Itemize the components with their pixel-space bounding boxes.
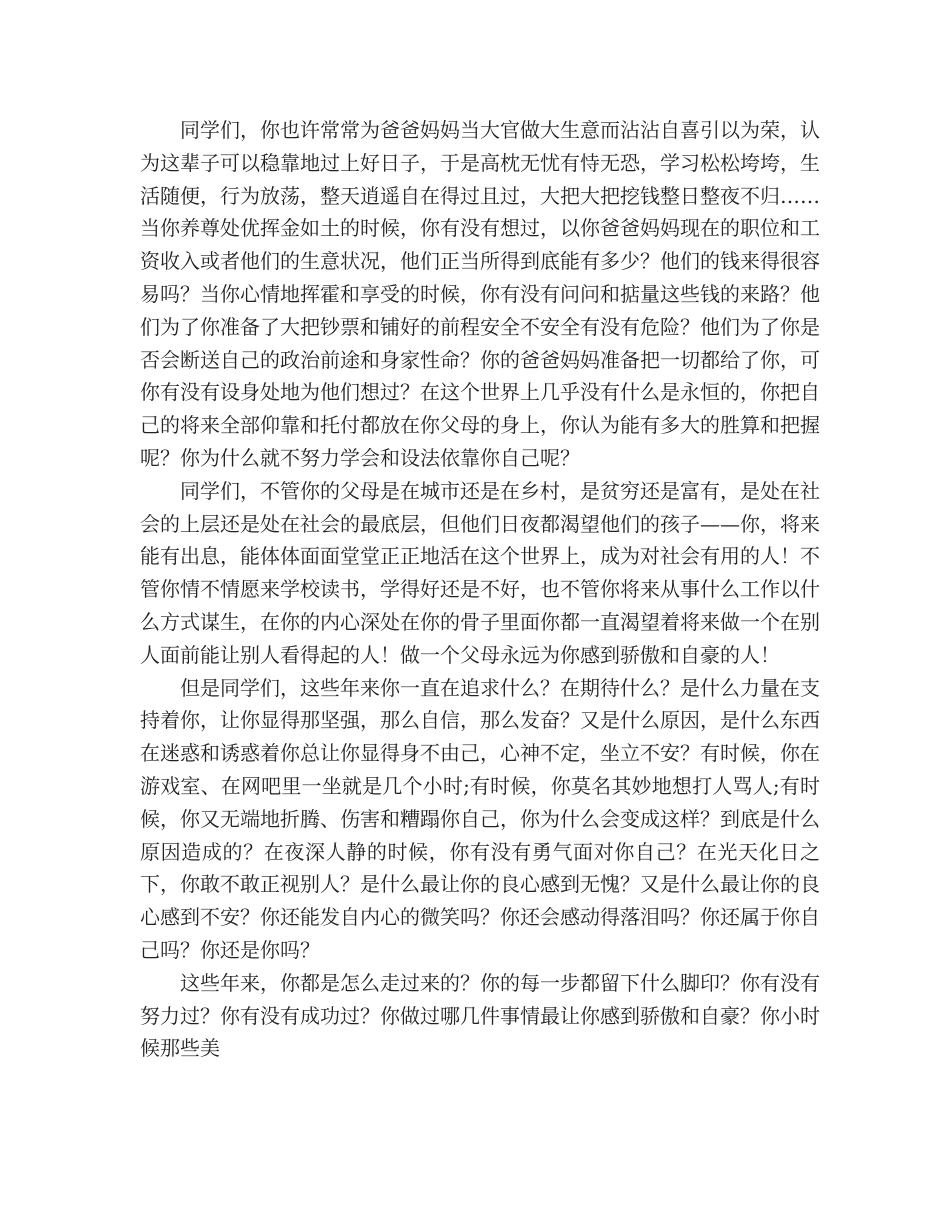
paragraph-4: 这些年来，你都是怎么走过来的？你的每一步都留下什么脚印？你有没有努力过？你有没有成功过？你做过哪几件事情最让你感到骄傲和自豪？你小时候那些美 <box>140 970 820 1061</box>
paragraph-3: 但是同学们，这些年来你一直在追求什么？在期待什么？是什么力量在支持着你，让你显得那坚强，那么自信，那么发奋？又是什么原因，是什么东西在迷惑和诱惑着你总让你显得身不由己，心神不定，坐立不安？有时候，你在游戏室、在网吧里一坐就是几个小时;有时候，你莫名其妙地想打人骂人;有时候，你又无端地折腾、伤害和糟蹋你自己，你为什么会变成这样？到底是什么原因造成的？在夜深人静的时候，你有没有勇气面对你自己？在光天化日之下，你敢不敢正视别人？是什么最让你的良心感到无愧？又是什么最让你的良心感到不安？你还能发自内心的微笑吗？你还会感动得落泪吗？你还属于你自己吗？你还是你吗？ <box>140 675 820 962</box>
paragraph-1: 同学们，你也许常常为爸爸妈妈当大官做大生意而沾沾自喜引以为荣，认为这辈子可以稳靠地过上好日子，于是高枕无忧有恃无恐，学习松松垮垮，生活随便，行为放荡，整天逍遥自在得过且过，大把大把挖钱整日整夜不归……当你养尊处优挥金如土的时候，你有没有想过，以你爸爸妈妈现在的职位和工资收入或者他们的生意状况，他们正当所得到底能有多少？他们的钱来得很容易吗？当你心情地挥霍和享受的时候，你有没有问问和掂量这些钱的来路？他们为了你准备了大把钞票和铺好的前程安全不安全有没有危险？他们为了你是否会断送自己的政治前途和身家性命？你的爸爸妈妈准备把一切都给了你，可你有没有设身处地为他们想过？在这个世界上几乎没有什么是永恒的，你把自己的将来全部仰靠和托付都放在你父母的身上，你认为能有多大的胜算和把握呢？你为什么就不努力学会和设法依靠你自己呢？ <box>140 118 820 470</box>
paragraph-2: 同学们，不管你的父母是在城市还是在乡村，是贫穷还是富有，是处在社会的上层还是处在社会的最底层，但他们日夜都渴望他们的孩子——你，将来能有出息，能体体面面堂堂正正地活在这个世界上，成为对社会有用的人！不管你情不情愿来学校读书，学得好还是不好，也不管你将来从事什么工作以什么方式谋生，在你的内心深处在你的骨子里面你都一直渴望着将来做一个在别人面前能让别人看得起的人！做一个父母永远为你感到骄傲和自豪的人！ <box>140 478 820 667</box>
document-body <box>140 114 820 1065</box>
